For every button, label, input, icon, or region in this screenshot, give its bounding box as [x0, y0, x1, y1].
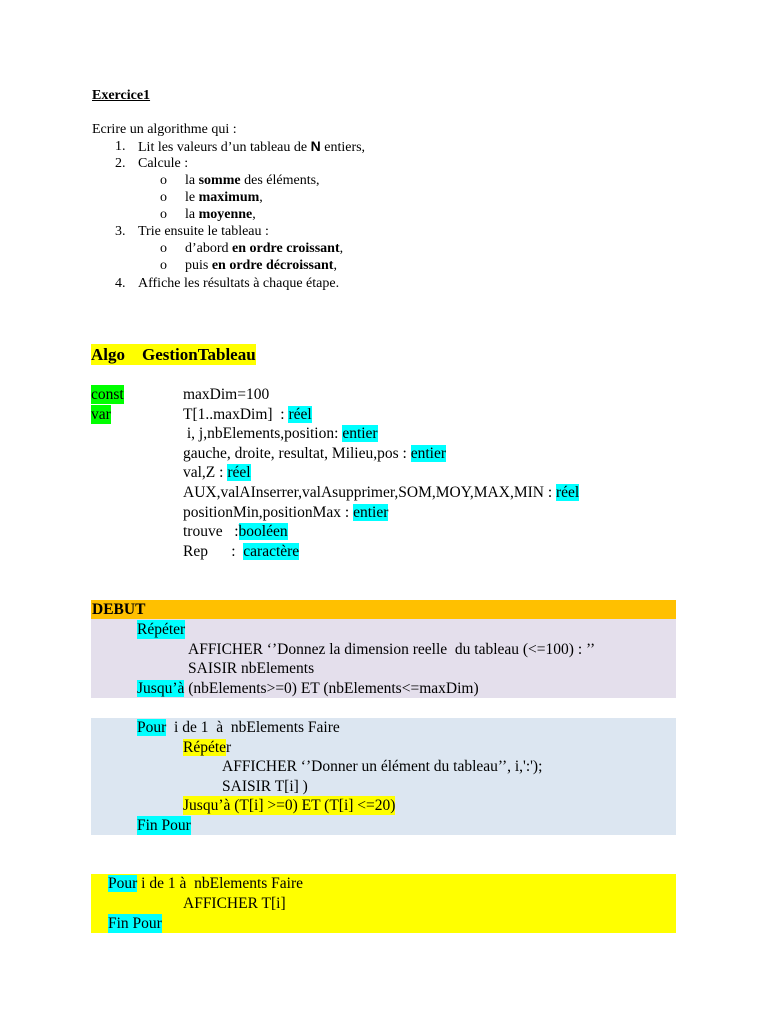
debut-band [91, 600, 676, 619]
const-keyword: const [91, 386, 124, 403]
sub-item-moyenne: la moyenne, [185, 207, 256, 222]
sub-item-decroissant: puis en ordre décroissant, [185, 258, 337, 273]
decl-gauche: gauche, droite, resultat, Milieu,pos : entier [183, 445, 447, 462]
type-entier: entier [353, 504, 389, 521]
bullet: o [160, 207, 167, 222]
decl-ij: i, j,nbElements,position: entier [183, 425, 378, 442]
pour-keyword: Pour [137, 719, 167, 736]
sub-item-croissant: d’abord en ordre croissant, [185, 241, 344, 256]
type-entier: entier [410, 445, 447, 462]
afficher-element: AFFICHER ‘’Donner un élément du tableau’’, i,':'); [222, 758, 543, 775]
sub-item-maximum: le maximum, [185, 190, 263, 205]
repeter-keyword: Répéter [137, 621, 186, 638]
bullet: o [160, 190, 167, 205]
debut-keyword: DEBUT [92, 601, 146, 618]
type-reel: réel [556, 484, 580, 501]
bullet: o [160, 173, 167, 188]
list-item-3: Trie ensuite le tableau : [138, 224, 269, 239]
decl-t: T[1..maxDim] : réel [183, 406, 312, 423]
saisir-ti: SAISIR T[i] ) [222, 778, 308, 795]
var-keyword: var [91, 406, 111, 423]
list-item-2: Calcule : [138, 156, 189, 171]
sub-item-somme: la somme des éléments, [185, 173, 320, 188]
jusqua-line: Jusqu’à (nbElements>=0) ET (nbElements<=maxDim) [137, 680, 479, 697]
list-number-4: 4. [115, 276, 126, 291]
n-symbol: N [310, 138, 321, 154]
type-caractere: caractère [243, 543, 300, 560]
afficher-dimension: AFFICHER ‘’Donnez la dimension reelle du tableau (<=100) : ’’ [188, 641, 596, 658]
repeter-line-2: Répéter [183, 739, 232, 756]
list-item-4: Affiche les résultats à chaque étape. [138, 276, 340, 291]
afficher-ti: AFFICHER T[i] [183, 895, 286, 912]
bullet: o [160, 241, 167, 256]
list-number-2: 2. [115, 156, 126, 171]
fin-pour-1: Fin Pour [137, 817, 191, 834]
pour-line-1: Pour i de 1 à nbElements Faire [137, 719, 340, 736]
jusqua-keyword: Jusqu’à [137, 680, 185, 697]
decl-maxdim: maxDim=100 [183, 386, 270, 403]
exercise-intro: Ecrire un algorithme qui : [92, 122, 237, 137]
decl-aux: AUX,valAInserrer,valAsupprimer,SOM,MOY,MAX,MIN : réel [183, 484, 580, 501]
list-number-3: 3. [115, 224, 126, 239]
type-reel: réel [288, 406, 312, 423]
type-reel: réel [227, 464, 251, 481]
jusqua-line-2: Jusqu’à (T[i] >=0) ET (T[i] <=20) [183, 797, 396, 814]
decl-valz: val,Z : réel [183, 464, 251, 481]
decl-rep: Rep : caractère [183, 543, 300, 560]
pour-keyword: Pour [108, 875, 138, 892]
pour-line-2: Pour i de 1 à nbElements Faire [108, 875, 304, 892]
type-entier: entier [342, 425, 378, 442]
type-booleen: booléen [238, 523, 288, 540]
list-number-1: 1. [115, 139, 126, 154]
repeter-keyword: Répéte [183, 739, 227, 756]
exercise-title: Exercice1 [92, 88, 151, 103]
fin-pour-2: Fin Pour [108, 915, 162, 932]
list-item-1: Lit les valeurs d’un tableau de N entiers, [138, 138, 366, 155]
decl-posmin: positionMin,positionMax : entier [183, 504, 389, 521]
saisir-nbelements: SAISIR nbElements [188, 660, 315, 677]
algo-title: Algo GestionTableau [91, 345, 256, 364]
decl-trouve: trouve :booléen [183, 523, 288, 540]
bullet: o [160, 258, 167, 273]
